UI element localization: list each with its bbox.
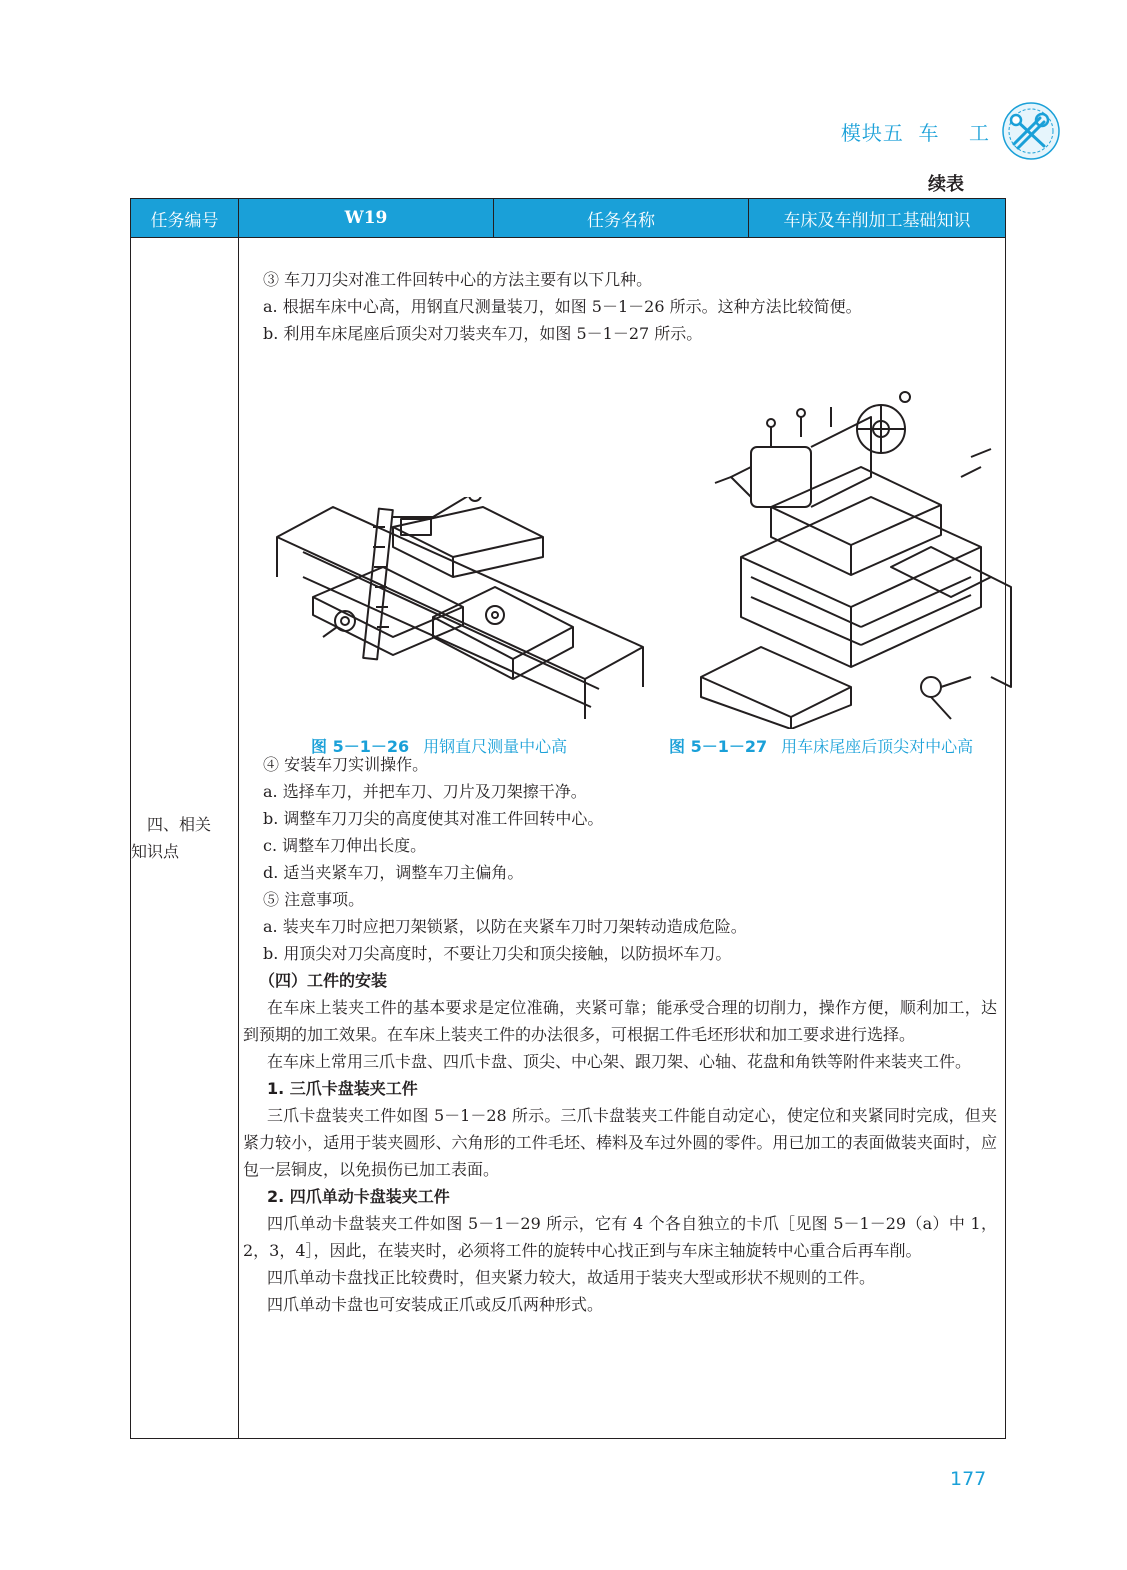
header-task-id-label: 任务编号 bbox=[131, 199, 239, 238]
step-line: a. 选择车刀，并把车刀、刀片及刀架擦干净。 bbox=[263, 782, 587, 801]
header-task-name-value: 车床及车削加工基础知识 bbox=[749, 199, 1006, 238]
figures-area bbox=[263, 347, 997, 756]
wrench-gear-icon bbox=[1000, 100, 1062, 162]
intro-line: ③ 车刀刀尖对准工件回转中心的方法主要有以下几种。 bbox=[263, 270, 653, 289]
paragraph: 四爪单动卡盘找正比较费时，但夹紧力较大，故适用于装夹大型或形状不规则的工件。 bbox=[267, 1268, 876, 1287]
side-label bbox=[131, 238, 239, 1439]
table-body-row bbox=[131, 238, 1006, 1439]
step-line: b. 用顶尖对刀尖高度时，不要让刀尖和顶尖接触，以防损坏车刀。 bbox=[263, 944, 732, 963]
intro-line: a. 根据车床中心高，用钢直尺测量装刀，如图 5－1－26 所示。这种方法比较简便。 bbox=[263, 297, 862, 316]
paragraph: 在车床上装夹工件的基本要求是定位准确，夹紧可靠；能承受合理的切削力，操作方便，顺利加工，达到预期的加工效果。在车床上装夹工件的办法很多，可根据工件毛坯形状和加工要求进行选择。 bbox=[243, 998, 997, 1044]
task-table bbox=[130, 198, 1006, 1439]
step-line: b. 调整车刀刀尖的高度使其对准工件回转中心。 bbox=[263, 809, 604, 828]
intro-line: b. 利用车床尾座后顶尖对刀装夹车刀，如图 5－1－27 所示。 bbox=[263, 324, 703, 343]
subsection-heading: 2. 四爪单动卡盘装夹工件 bbox=[267, 1187, 450, 1206]
step-line: d. 适当夹紧车刀，调整车刀主偏角。 bbox=[263, 863, 524, 882]
step-line: a. 装夹车刀时应把刀架锁紧，以防在夹紧车刀时刀架转动造成危险。 bbox=[263, 917, 747, 936]
figure-5-1-27-image bbox=[691, 387, 1021, 729]
figure-title: 用钢直尺测量中心高 bbox=[423, 737, 568, 756]
paragraph: 三爪卡盘装夹工件如图 5－1－28 所示。三爪卡盘装夹工件能自动定心，使定位和夹紧同时完成，但夹紧力较小，适用于装夹圆形、六角形的工件毛坯、棒料及车过外圆的零件。用已加工的表面做装夹面时，应包一层铜皮，以免损伤已加工表面。 bbox=[243, 1106, 997, 1179]
page-number: 177 bbox=[950, 1468, 987, 1490]
figure-5-1-26-image bbox=[273, 497, 645, 727]
figure-caption bbox=[311, 733, 567, 760]
continued-table-label: 续表 bbox=[928, 174, 964, 195]
step-line: ④ 安装车刀实训操作。 bbox=[263, 755, 429, 774]
table-header-row bbox=[131, 199, 1006, 238]
content-cell bbox=[239, 238, 1006, 1439]
page-header bbox=[841, 100, 1062, 162]
content-body bbox=[239, 238, 1005, 1318]
figure-title: 用车床尾座后顶尖对中心高 bbox=[781, 737, 974, 756]
subsection-heading: 1. 三爪卡盘装夹工件 bbox=[267, 1079, 418, 1098]
step-line: c. 调整车刀伸出长度。 bbox=[263, 836, 427, 855]
step-line: ⑤ 注意事项。 bbox=[263, 890, 365, 909]
paragraph: 在车床上常用三爪卡盘、四爪卡盘、顶尖、中心架、跟刀架、心轴、花盘和角铁等附件来装夹工件。 bbox=[267, 1052, 972, 1071]
side-label-line1: 四、相关 bbox=[147, 815, 212, 834]
side-label-line2: 知识点 bbox=[131, 842, 180, 861]
figure-number: 图 5－1－26 bbox=[311, 737, 410, 756]
section-heading: （四）工件的安装 bbox=[259, 971, 388, 990]
figure-number: 图 5－1－27 bbox=[669, 737, 768, 756]
paragraph: 四爪单动卡盘装夹工件如图 5－1－29 所示，它有 4 个各自独立的卡爪［见图 5－1－29（a）中 1，2，3，4］，因此，在装夹时，必须将工件的旋转中心找正到与车床主轴旋转中心重合后再车削。 bbox=[243, 1214, 997, 1260]
module-title: 模块五 车 工 bbox=[840, 120, 990, 145]
figure-caption bbox=[669, 733, 973, 760]
header-task-id-value: W19 bbox=[239, 199, 494, 238]
header-task-name-label: 任务名称 bbox=[494, 199, 749, 238]
paragraph: 四爪单动卡盘也可安装成正爪或反爪两种形式。 bbox=[267, 1295, 604, 1314]
